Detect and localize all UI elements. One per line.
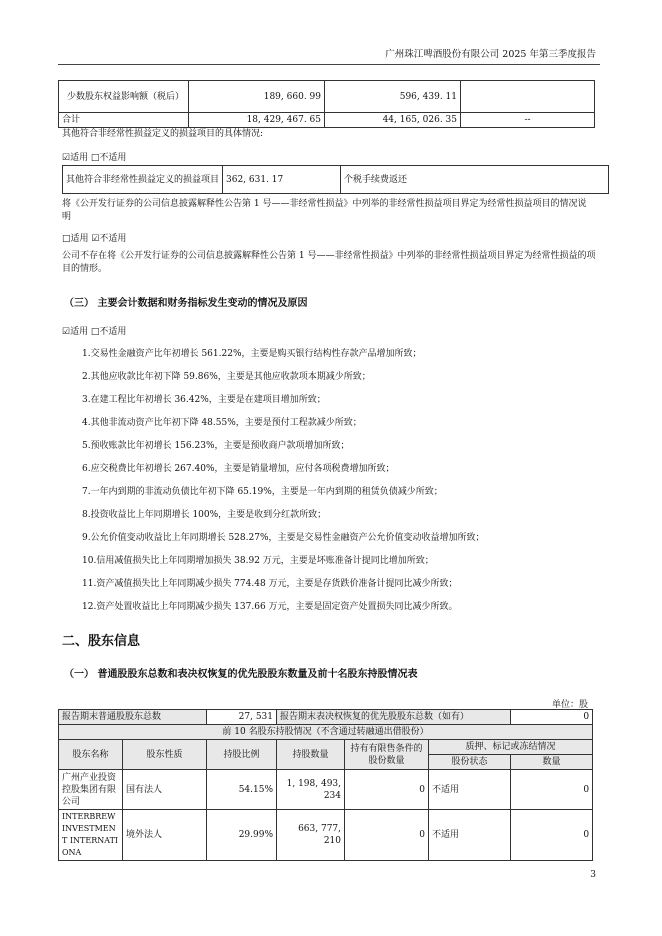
cell-value: --: [461, 113, 595, 128]
list-item: 8.投资收益比上年同期增长 100%，主要是收到分红款所致；: [82, 510, 327, 520]
holder-status: 不适用: [429, 770, 511, 810]
row-label: 其他符合非经常性损益定义的损益项目: [63, 166, 223, 194]
defined-note-statement: 公司不存在将《公开发行证券的公司信息披露解释性公告第 1 号——非经常性损益》中列举的非经常性损益项目界定为经常性损益的项目的情形。: [62, 251, 596, 274]
section-title: （三） 主要会计数据和财务指标发生变动的情况及原因: [64, 298, 308, 309]
applicable-checkbox-line: □适用 ☑不适用: [62, 234, 127, 244]
header-status: 股份状态: [429, 755, 511, 770]
holder-status: 不适用: [429, 810, 511, 861]
applicable-checkbox-line: ☑适用 □不适用: [62, 327, 127, 337]
holder-restricted: 0: [345, 810, 429, 861]
holder-name: INTERBREW INVESTMENT INTERNATIONA: [59, 810, 123, 861]
shareholder-table: [58, 709, 593, 861]
total-holders-label: 报告期末普通股股东总数: [59, 710, 207, 725]
table-row: [59, 725, 593, 740]
list-item: 10.信用减值损失比上年同期增加损失 38.92 万元，主要是坏账准备计提同比增加所致；: [82, 556, 434, 566]
non-recurring-summary-table: [58, 80, 595, 128]
header-quantity: 持股数量: [277, 740, 345, 770]
row-label: 合计: [59, 113, 189, 128]
holder-ratio: 29.99%: [207, 810, 277, 861]
list-item: 5.预收账款比年初增长 156.23%，主要是预收商户款项增加所致；: [82, 441, 350, 451]
table-row: [59, 770, 593, 810]
cell-value: 44, 165, 026. 35: [325, 113, 461, 128]
table-row: [63, 166, 609, 194]
list-item: 4.其他非流动资产比年初下降 48.55%，主要是预付工程款减少所致；: [82, 418, 362, 428]
header-ratio: 持股比例: [207, 740, 277, 770]
unit-label: 单位：股: [551, 700, 588, 710]
total-holders-value: 27, 531: [207, 710, 277, 725]
table-header-row: [59, 740, 593, 755]
page-number: 3: [590, 870, 596, 880]
cell-value: 362, 631. 17: [223, 166, 341, 194]
cell-value: [461, 81, 595, 113]
header-divider: [58, 64, 600, 65]
table-row: [59, 710, 593, 725]
applicable-checkbox-line: ☑适用 □不适用: [62, 153, 127, 163]
holder-quantity: 1, 198, 493, 234: [277, 770, 345, 810]
list-item: 11.资产减值损失比上年同期减少损失 774.48 万元，主要是存货跌价准备计提同比减少所致；: [82, 579, 458, 589]
report-header-title: 广州珠江啤酒股份有限公司 2025 年第三季度报告: [385, 49, 596, 60]
cell-value: 596, 439. 11: [325, 81, 461, 113]
defined-note-text: 将《公开发行证券的公司信息披露解释性公告第 1 号——非经常性损益》中列举的非经常性损益项目界定为经常性损益项目的情况说明: [62, 199, 587, 222]
list-item: 6.应交税费比年初增长 267.40%，主要是销量增加，应付各项税费增加所致；: [82, 464, 395, 474]
header-name: 股东名称: [59, 740, 123, 770]
holder-quantity: 663, 777, 210: [277, 810, 345, 861]
cell-value: 18, 429, 467. 65: [189, 113, 325, 128]
list-item: 3.在建工程比年初增长 36.42%，主要是在建项目增加所致；: [82, 395, 326, 405]
holder-nature: 境外法人: [123, 810, 207, 861]
header-count: 数量: [511, 755, 593, 770]
holder-name: 广州产业投资控股集团有限公司: [59, 770, 123, 810]
table-row: [59, 113, 595, 128]
header-nature: 股东性质: [123, 740, 207, 770]
holder-count: 0: [511, 810, 593, 861]
cell-value: 189, 660. 99: [189, 81, 325, 113]
table-row: [59, 81, 595, 113]
section-title: （一） 普通股股东总数和表决权恢复的优先股股东数量及前十名股东持股情况表: [64, 669, 418, 680]
row-label: 少数股东权益影响额（税后）: [59, 81, 189, 113]
holder-restricted: 0: [345, 770, 429, 810]
other-def-intro: 其他符合非经常性损益定义的损益项目的具体情况:: [62, 129, 264, 139]
table-row: [59, 810, 593, 861]
header-pledge: 质押、标记或冻结情况: [429, 740, 593, 755]
cell-reason: 个税手续费返还: [341, 166, 609, 194]
holder-count: 0: [511, 770, 593, 810]
holder-nature: 国有法人: [123, 770, 207, 810]
list-item: 7.一年内到期的非流动负债比年初下降 65.19%，主要是一年内到期的租赁负债减少所致；: [82, 487, 443, 497]
list-item: 9.公允价值变动收益比上年同期增长 528.27%，主要是交易性金融资产公允价值变动收益增加所致；: [82, 533, 485, 543]
holder-ratio: 54.15%: [207, 770, 277, 810]
other-def-table: [62, 165, 609, 194]
list-item: 12.资产处置收益比上年同期减少损失 137.66 万元，主要是固定资产处置损失同比减少所致。: [82, 602, 458, 612]
part-title: 二、股东信息: [62, 634, 141, 649]
top10-caption: 前 10 名股东持股情况（不含通过转融通出借股份）: [59, 725, 593, 740]
pref-holders-value: 0: [511, 710, 593, 725]
header-restricted: 持有有限售条件的股份数量: [345, 740, 429, 770]
pref-holders-label: 报告期末表决权恢复的优先股股东总数（如有）: [277, 710, 511, 725]
list-item: 1.交易性金融资产比年初增长 561.22%，主要是购买银行结构性存款产品增加所致；: [82, 349, 422, 359]
list-item: 2.其他应收款比年初下降 59.86%，主要是其他应收款项本期减少所致；: [82, 372, 371, 382]
